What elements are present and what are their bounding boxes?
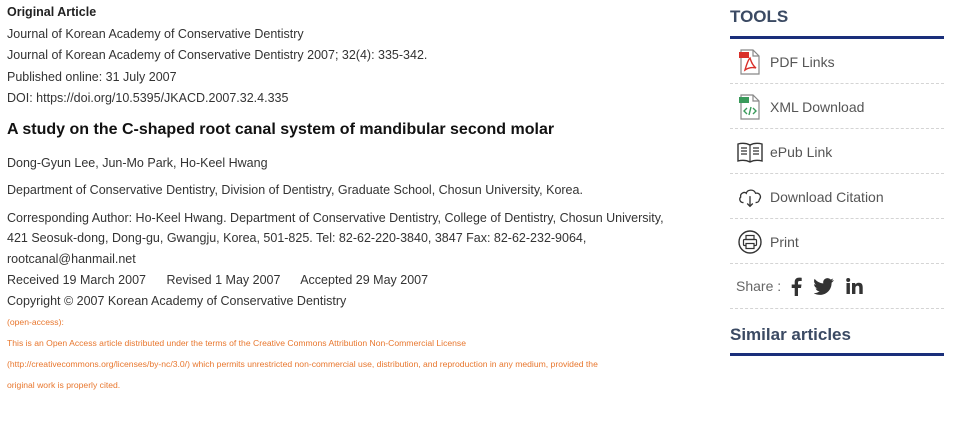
affiliation: Department of Conservative Dentistry, Division of Dentistry, Graduate School, Chosun University, Korea. xyxy=(7,182,583,197)
tool-label: Print xyxy=(770,234,799,250)
accepted-date: Accepted 29 May 2007 xyxy=(300,273,429,287)
twitter-icon[interactable] xyxy=(814,278,834,295)
tools-sidebar xyxy=(730,0,944,356)
article-metadata xyxy=(7,0,707,396)
tool-download-citation[interactable] xyxy=(730,174,944,219)
similar-articles-heading: Similar articles xyxy=(730,325,851,344)
author-list: Dong-Gyun Lee, Jun-Mo Park, Ho-Keel Hwang xyxy=(7,155,268,170)
journal-citation: Journal of Korean Academy of Conservative Dentistry 2007; 32(4): 335-342. xyxy=(7,48,428,62)
license-line: original work is properly cited. xyxy=(7,380,121,390)
xml-icon xyxy=(737,94,763,120)
revised-date: Revised 1 May 2007 xyxy=(166,273,281,287)
corresponding-email[interactable]: rootcanal@hanmail.net xyxy=(7,251,136,266)
license-line: This is an Open Access article distributed under the terms of the Creative Commons Attribution Non-Commercial License xyxy=(7,338,467,348)
print-icon xyxy=(737,229,763,255)
tool-label: XML Download xyxy=(770,99,865,115)
share-row xyxy=(730,264,944,309)
article-title: A study on the C-shaped root canal system of mandibular second molar xyxy=(7,120,555,138)
facebook-icon[interactable] xyxy=(791,277,802,296)
tool-pdf-links[interactable] xyxy=(730,39,944,84)
doi-link[interactable]: DOI: https://doi.org/10.5395/JKACD.2007.32.4.335 xyxy=(7,91,289,105)
corresponding-line: Corresponding Author: Ho-Keel Hwang. Department of Conservative Dentistry, College of Dentistry, Chosun University, xyxy=(7,210,664,225)
article-dates xyxy=(7,270,707,291)
received-date: Received 19 March 2007 xyxy=(7,273,146,287)
tool-xml-download[interactable] xyxy=(730,84,944,129)
tool-print[interactable] xyxy=(730,219,944,264)
tools-heading: TOOLS xyxy=(730,7,789,26)
published-date: Published online: 31 July 2007 xyxy=(7,69,177,84)
journal-name: Journal of Korean Academy of Conservative Dentistry xyxy=(7,26,304,41)
epub-icon xyxy=(737,139,763,165)
pdf-icon xyxy=(737,49,763,75)
similar-divider xyxy=(730,353,944,356)
corresponding-line: 421 Seosuk-dong, Dong-gu, Gwangju, Korea, 501-825. Tel: 82-62-220-3840, 3847 Fax: 82-62-232-9064, xyxy=(7,231,587,245)
tool-label: PDF Links xyxy=(770,54,835,70)
linkedin-icon[interactable] xyxy=(846,278,863,294)
tool-label: Download Citation xyxy=(770,189,884,205)
license-line: (http://creativecommons.org/licenses/by-nc/3.0/) which permits unrestricted non-commercial use, distribution, and reproduction in any medium, provided the xyxy=(7,359,598,369)
copyright-notice: Copyright © 2007 Korean Academy of Conservative Dentistry xyxy=(7,294,347,308)
article-type: Original Article xyxy=(7,5,97,19)
tool-label: ePub Link xyxy=(770,144,833,160)
open-access-label: (open-access): xyxy=(7,317,64,327)
share-label: Share : xyxy=(736,278,782,294)
corresponding-author xyxy=(7,208,707,270)
cloud-download-icon xyxy=(737,184,763,210)
tool-epub-link[interactable] xyxy=(730,129,944,174)
